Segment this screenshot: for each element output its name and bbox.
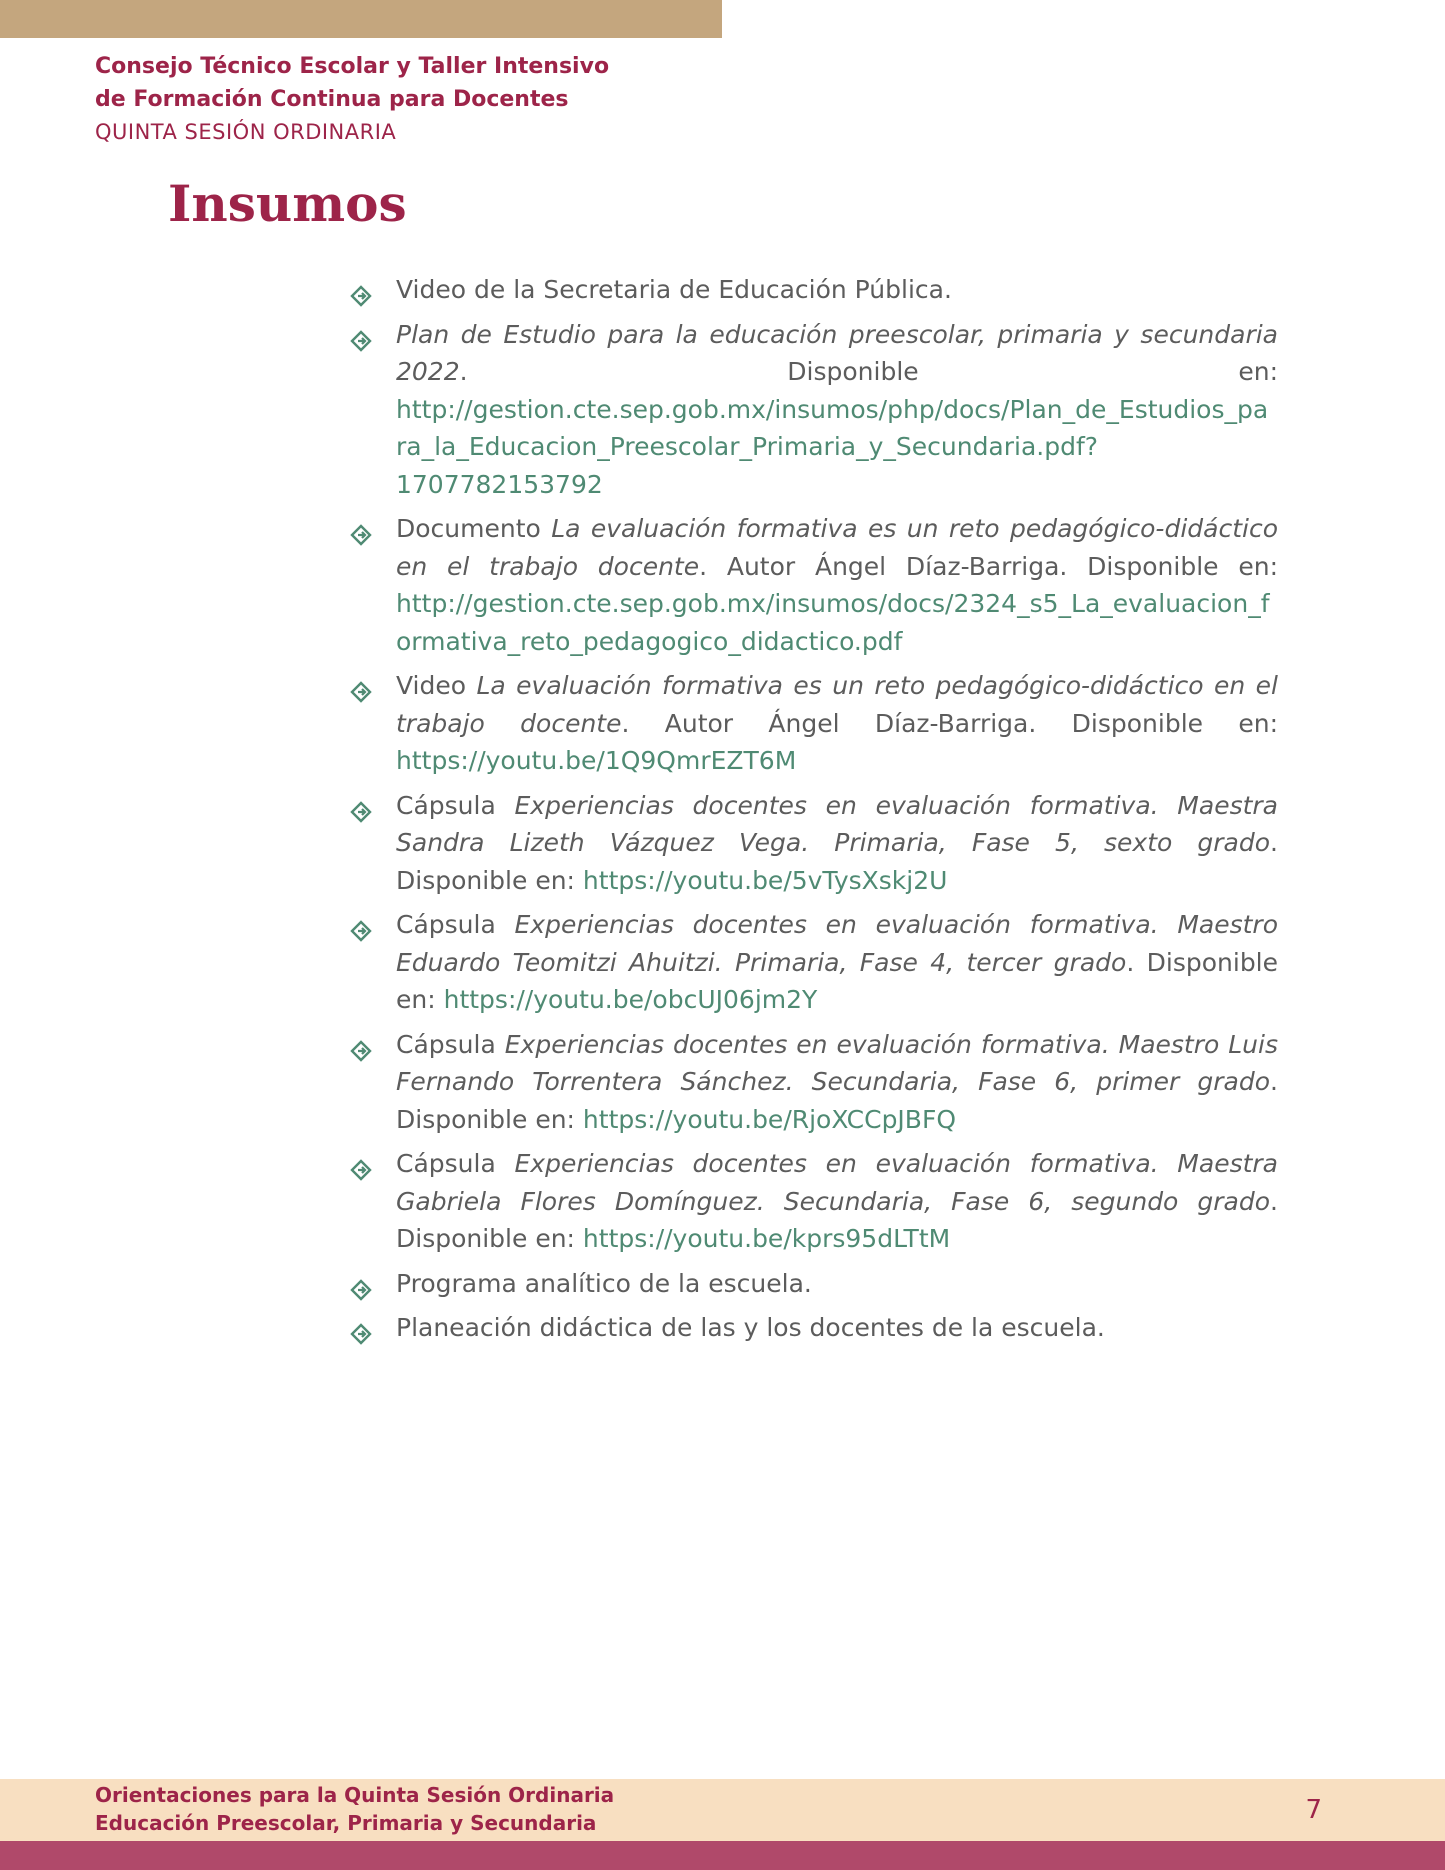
item-text: . Disponible en: <box>396 1186 1278 1253</box>
page-number: 7 <box>1305 1795 1322 1825</box>
list-item <box>350 787 1278 900</box>
top-decorative-band <box>0 0 722 38</box>
item-title-italic: Experiencias docentes en evaluación formativa. Maestro Eduardo Teomitzi Ahuitzi. Primaria, Fase 4, tercer grado <box>396 910 1278 977</box>
item-text: Cápsula <box>396 1149 515 1178</box>
list-item <box>350 1265 1278 1303</box>
item-text: Planeación didáctica de las y los docentes de la escuela. <box>396 1313 1105 1342</box>
item-url-link[interactable]: https://youtu.be/kprs95dLTtM <box>582 1224 951 1253</box>
item-text: Programa analítico de la escuela. <box>396 1268 812 1298</box>
item-text: Documento <box>396 514 552 543</box>
item-url-link[interactable]: http://gestion.cte.sep.gob.mx/insumos/php/docs/Plan_de_Estudios_para_la_Educacion_Preescolar_Primaria_y_Secundaria.pdf?1707782153792 <box>396 394 1269 499</box>
item-text: Cápsula <box>396 910 515 939</box>
item-text: . Disponible en: <box>396 947 1279 1014</box>
footer-line-1: Orientaciones para la Quinta Sesión Ordinaria <box>95 1783 615 1807</box>
list-item <box>350 316 1278 504</box>
list-item <box>350 1026 1278 1139</box>
item-title-italic: La evaluación formativa es un reto pedagógico-didáctico en el trabajo docente <box>396 514 1278 581</box>
item-url-link[interactable]: https://youtu.be/obcUJ06jm2Y <box>443 985 818 1014</box>
header-session-label: QUINTA SESIÓN ORDINARIA <box>95 120 397 144</box>
header-title-line-2: de Formación Continua para Docentes <box>95 87 569 112</box>
item-url-link[interactable]: https://youtu.be/1Q9QmrEZT6M <box>396 746 797 775</box>
item-title-italic: Plan de Estudio para la educación preescolar, primaria y secundaria 2022 <box>396 319 1278 386</box>
item-url-link[interactable]: https://youtu.be/RjoXCCpJBFQ <box>582 1104 957 1134</box>
item-text: . Disponible en: <box>396 1067 1278 1134</box>
diamond-arrow-bullet-icon <box>350 280 374 302</box>
list-item <box>350 906 1278 1019</box>
item-text: Cápsula <box>396 1029 505 1059</box>
list-item <box>350 667 1278 780</box>
diamond-arrow-bullet-icon <box>350 796 374 818</box>
insumos-list <box>350 271 1278 1354</box>
item-text: . Autor Ángel Díaz-Barriga. Disponible en: <box>699 551 1278 581</box>
document-header <box>95 50 609 148</box>
footer-line-2: Educación Preescolar, Primaria y Secundaria <box>95 1811 597 1835</box>
item-url-link[interactable]: http://gestion.cte.sep.gob.mx/insumos/docs/2324_s5_La_evaluacion_formativa_reto_pedagogico_didactico.pdf <box>396 589 1270 656</box>
page-title: Insumos <box>168 174 407 233</box>
list-item <box>350 1145 1278 1258</box>
item-title-italic: Experiencias docentes en evaluación formativa. Maestra Sandra Lizeth Vázquez Vega. Primaria, Fase 5, sexto grado <box>396 790 1279 857</box>
bottom-decorative-band <box>0 1841 1445 1870</box>
item-title-italic: Experiencias docentes en evaluación formativa. Maestra Gabriela Flores Domínguez. Secundaria, Fase 6, segundo grado <box>396 1149 1279 1216</box>
diamond-arrow-bullet-icon <box>350 325 374 347</box>
item-text: . Autor Ángel Díaz-Barriga. Disponible en: <box>621 708 1278 738</box>
diamond-arrow-bullet-icon <box>350 1318 374 1340</box>
list-item <box>350 271 1278 309</box>
footer-text <box>95 1781 614 1837</box>
item-text: Cápsula <box>396 790 515 820</box>
item-url-link[interactable]: https://youtu.be/5vTysXskj2U <box>582 865 948 895</box>
diamond-arrow-bullet-icon <box>350 519 374 541</box>
item-text: Video <box>396 671 477 700</box>
list-item <box>350 510 1278 660</box>
diamond-arrow-bullet-icon <box>350 1274 374 1296</box>
item-title-italic: Experiencias docentes en evaluación formativa. Maestro Luis Fernando Torrentera Sánchez. Secundaria, Fase 6, primer grado <box>396 1029 1278 1096</box>
diamond-arrow-bullet-icon <box>350 1035 374 1057</box>
item-title-italic: La evaluación formativa es un reto pedagógico-didáctico en el trabajo docente <box>396 671 1278 738</box>
item-text: Video de la Secretaria de Educación Pública. <box>396 275 952 304</box>
header-title-line-1: Consejo Técnico Escolar y Taller Intensivo <box>95 54 610 79</box>
diamond-arrow-bullet-icon <box>350 676 374 698</box>
diamond-arrow-bullet-icon <box>350 915 374 937</box>
diamond-arrow-bullet-icon <box>350 1154 374 1176</box>
item-text: . Disponible en: <box>459 357 1278 386</box>
list-item <box>350 1309 1278 1347</box>
item-text: . Disponible en: <box>396 828 1278 895</box>
